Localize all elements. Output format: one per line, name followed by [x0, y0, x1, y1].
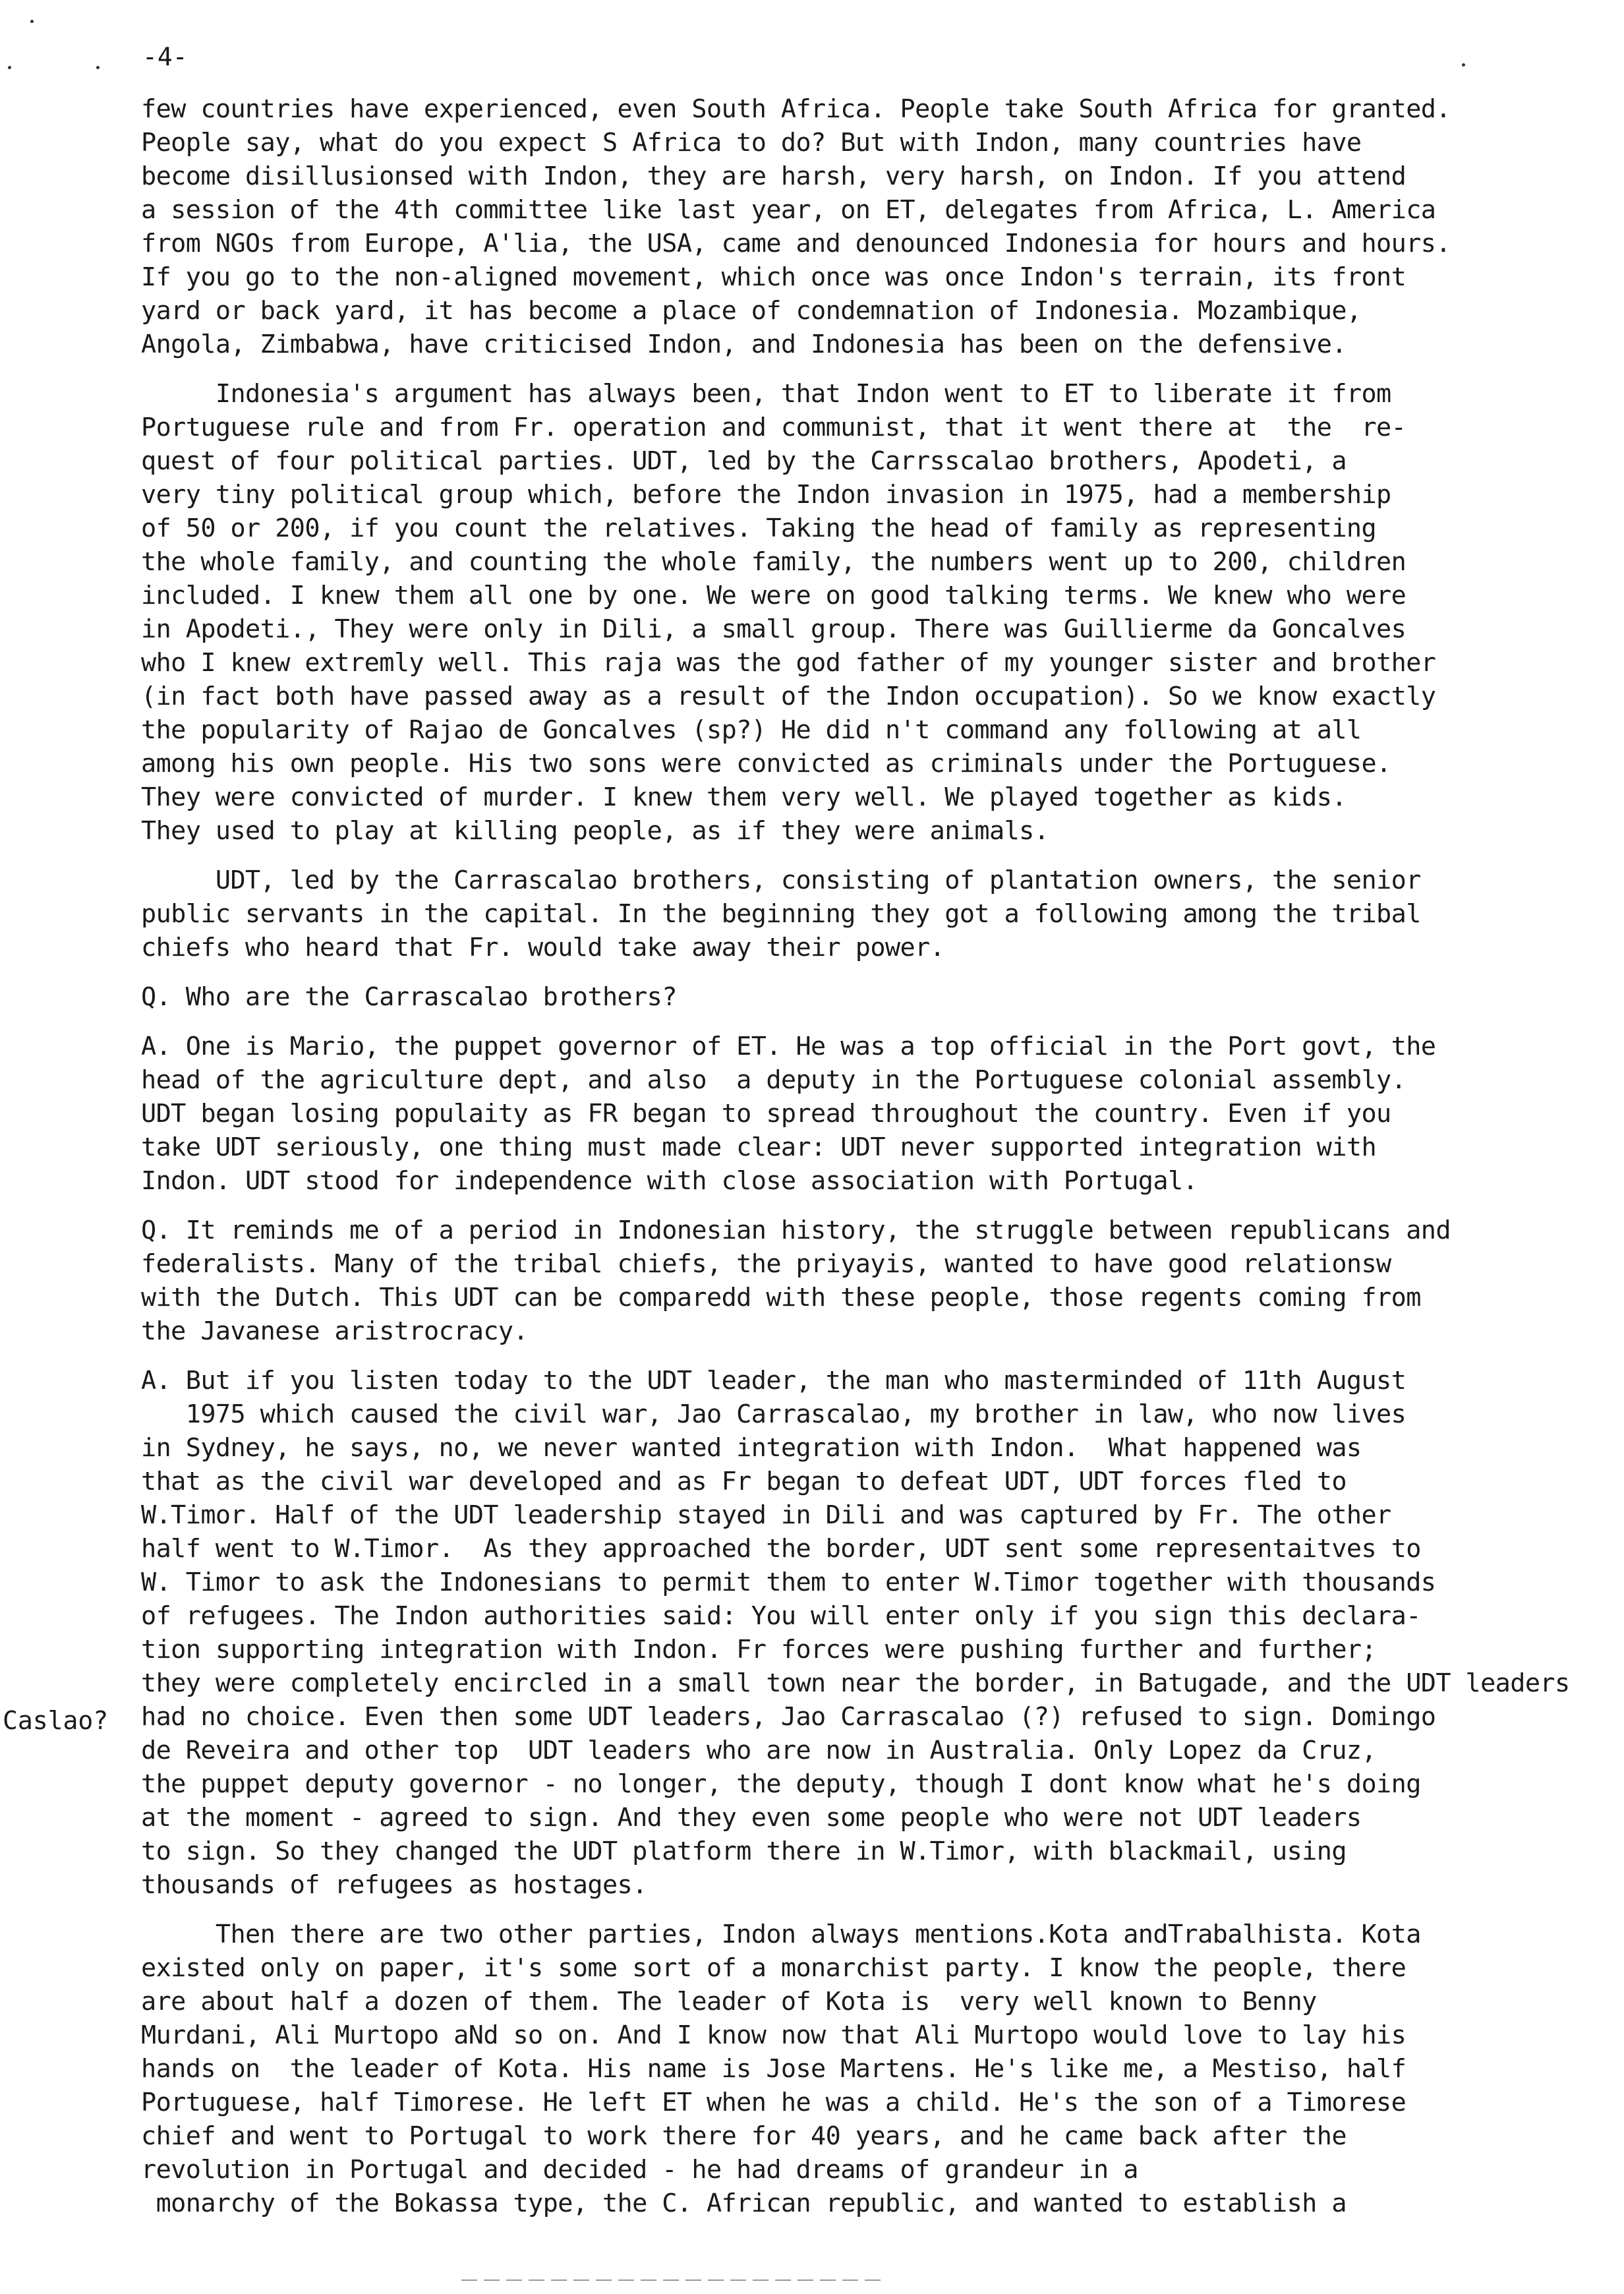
paragraph: [141, 980, 1617, 1014]
text-line: Q. It reminds me of a period in Indonesian history, the struggle between republicans and: [141, 1216, 1451, 1245]
text-line: head of the agriculture dept, and also a deputy in the Portuguese colonial assembly.: [141, 1065, 1406, 1095]
scan-speck: [1462, 63, 1465, 67]
text-line: Q. Who are the Carrascalao brothers?: [141, 982, 677, 1012]
text-line: Murdani, Ali Murtopo aNd so on. And I know now that Ali Murtopo would love to lay his: [141, 2020, 1406, 2050]
paragraph: [141, 1918, 1617, 2220]
paragraph: [141, 1364, 1617, 1902]
scan-speck: [96, 66, 100, 69]
text-line: at the moment - agreed to sign. And they even some people who were not UDT leaders: [141, 1803, 1362, 1833]
paragraph: [141, 92, 1617, 361]
text-line: thousands of refugees as hostages.: [141, 1870, 647, 1900]
paragraph: [141, 1030, 1617, 1198]
text-line: few countries have experienced, even South Africa. People take South Africa for granted.: [141, 94, 1451, 124]
text-line: monarchy of the Bokassa type, the C. African republic, and wanted to establish a: [141, 2189, 1347, 2218]
margin-note: Caslao?: [3, 1706, 109, 1735]
text-line: in Sydney, he says, no, we never wanted integration with Indon. What happened was: [141, 1433, 1362, 1463]
text-line: that as the civil war developed and as Fr began to defeat UDT, UDT forces fled to: [141, 1467, 1347, 1496]
text-line: hands on the leader of Kota. His name is Jose Martens. He's like me, a Mestiso, half: [141, 2054, 1406, 2084]
scan-speck: [30, 20, 34, 23]
text-line: they were completely encircled in a small town near the border, in Batugade, and the UDT leaders: [141, 1668, 1570, 1698]
text-line: in Apodeti., They were only in Dili, a small group. There was Guillierme da Goncalves: [141, 614, 1406, 644]
scan-edge-rule: [461, 2279, 883, 2281]
text-line: de Reveira and other top UDT leaders who are now in Australia. Only Lopez da Cruz,: [141, 1736, 1377, 1765]
text-line: chiefs who heard that Fr. would take away their power.: [141, 933, 945, 962]
text-line: the whole family, and counting the whole family, the numbers went up to 200, children: [141, 547, 1406, 577]
text-line: had no choice. Even then some UDT leaders, Jao Carrascalao (?) refused to sign. Domingo: [141, 1702, 1436, 1732]
text-line: federalists. Many of the tribal chiefs, the priyayis, wanted to have good relationsw: [141, 1249, 1391, 1279]
text-line: become disillusionsed with Indon, they are harsh, very harsh, on Indon. If you attend: [141, 162, 1406, 191]
text-line: chief and went to Portugal to work there for 40 years, and he came back after the: [141, 2121, 1347, 2151]
text-line: W.Timor. Half of the UDT leadership stayed in Dili and was captured by Fr. The other: [141, 1500, 1391, 1530]
text-line: the puppet deputy governor - no longer, the deputy, though I dont know what he's doing: [141, 1769, 1421, 1799]
text-line: of refugees. The Indon authorities said: You will enter only if you sign this declara-: [141, 1601, 1421, 1631]
text-line: to sign. So they changed the UDT platform there in W.Timor, with blackmail, using: [141, 1837, 1347, 1866]
text-line: (in fact both have passed away as a result of the Indon occupation). So we know exactly: [141, 682, 1436, 711]
text-line: W. Timor to ask the Indonesians to permit them to enter W.Timor together with thousands: [141, 1568, 1436, 1597]
text-line: tion supporting integration with Indon. Fr forces were pushing further and further;: [141, 1635, 1377, 1664]
text-line: Indon. UDT stood for independence with close association with Portugal.: [141, 1166, 1198, 1196]
text-line: existed only on paper, it's some sort of a monarchist party. I know the people, there: [141, 1953, 1406, 1983]
text-line: A. But if you listen today to the UDT leader, the man who masterminded of 11th August: [141, 1366, 1406, 1396]
text-line: revolution in Portugal and decided - he had dreams of grandeur in a: [141, 2155, 1138, 2185]
text-line: take UDT seriously, one thing must made clear: UDT never supported integration with: [141, 1132, 1377, 1162]
text-line: They were convicted of murder. I knew them very well. We played together as kids.: [141, 782, 1347, 812]
text-line: with the Dutch. This UDT can be comparedd with these people, those regents coming from: [141, 1283, 1421, 1312]
text-line: 1975 which caused the civil war, Jao Carrascalao, my brother in law, who now lives: [141, 1399, 1406, 1429]
typed-text-body: [141, 92, 1617, 2236]
text-line: from NGOs from Europe, A'lia, the USA, came and denounced Indonesia for hours and hours.: [141, 229, 1451, 258]
text-line: among his own people. His two sons were convicted as criminals under the Portuguese.: [141, 749, 1391, 779]
paragraph: [141, 377, 1617, 848]
text-line: very tiny political group which, before the Indon invasion in 1975, had a membership: [141, 480, 1391, 510]
text-line: Portuguese rule and from Fr. operation and communist, that it went there at the re-: [141, 413, 1406, 442]
text-line: of 50 or 200, if you count the relatives. Taking the head of family as representing: [141, 514, 1377, 543]
paragraph: [141, 864, 1617, 964]
text-line: Then there are two other parties, Indon always mentions.Kota andTrabalhista. Kota: [141, 1920, 1421, 1949]
text-line: UDT, led by the Carrascalao brothers, consisting of plantation owners, the senior: [141, 866, 1421, 895]
text-line: Portuguese, half Timorese. He left ET when he was a child. He's the son of a Timorese: [141, 2088, 1406, 2117]
text-line: Angola, Zimbabwa, have criticised Indon, and Indonesia has been on the defensive.: [141, 330, 1347, 359]
text-line: If you go to the non-aligned movement, which once was once Indon's terrain, its front: [141, 262, 1406, 292]
text-line: A. One is Mario, the puppet governor of ET. He was a top official in the Port govt, the: [141, 1032, 1436, 1061]
text-line: the Javanese aristrocracy.: [141, 1316, 529, 1346]
text-line: UDT began losing populaity as FR began to spread throughout the country. Even if you: [141, 1099, 1391, 1129]
text-line: who I knew extremly well. This raja was the god father of my younger sister and brother: [141, 648, 1436, 678]
text-line: a session of the 4th committee like last year, on ET, delegates from Africa, L. America: [141, 195, 1436, 225]
scan-speck: [8, 66, 11, 69]
text-line: People say, what do you expect S Africa to do? But with Indon, many countries have: [141, 128, 1362, 158]
text-line: yard or back yard, it has become a place of condemnation of Indonesia. Mozambique,: [141, 296, 1362, 326]
text-line: Indonesia's argument has always been, that Indon went to ET to liberate it from: [141, 379, 1391, 409]
text-line: public servants in the capital. In the beginning they got a following among the tribal: [141, 899, 1421, 929]
paragraph: [141, 1214, 1617, 1348]
page-number: -4-: [142, 42, 188, 71]
text-line: quest of four political parties. UDT, led by the Carrsscalao brothers, Apodeti, a: [141, 446, 1347, 476]
text-line: included. I knew them all one by one. We were on good talking terms. We knew who were: [141, 581, 1406, 610]
text-line: half went to W.Timor. As they approached the border, UDT sent some representaitves to: [141, 1534, 1421, 1564]
text-line: are about half a dozen of them. The leader of Kota is very well known to Benny: [141, 1987, 1317, 2016]
text-line: the popularity of Rajao de Goncalves (sp?) He did n't command any following at all: [141, 715, 1362, 745]
text-line: They used to play at killing people, as if they were animals.: [141, 816, 1049, 846]
